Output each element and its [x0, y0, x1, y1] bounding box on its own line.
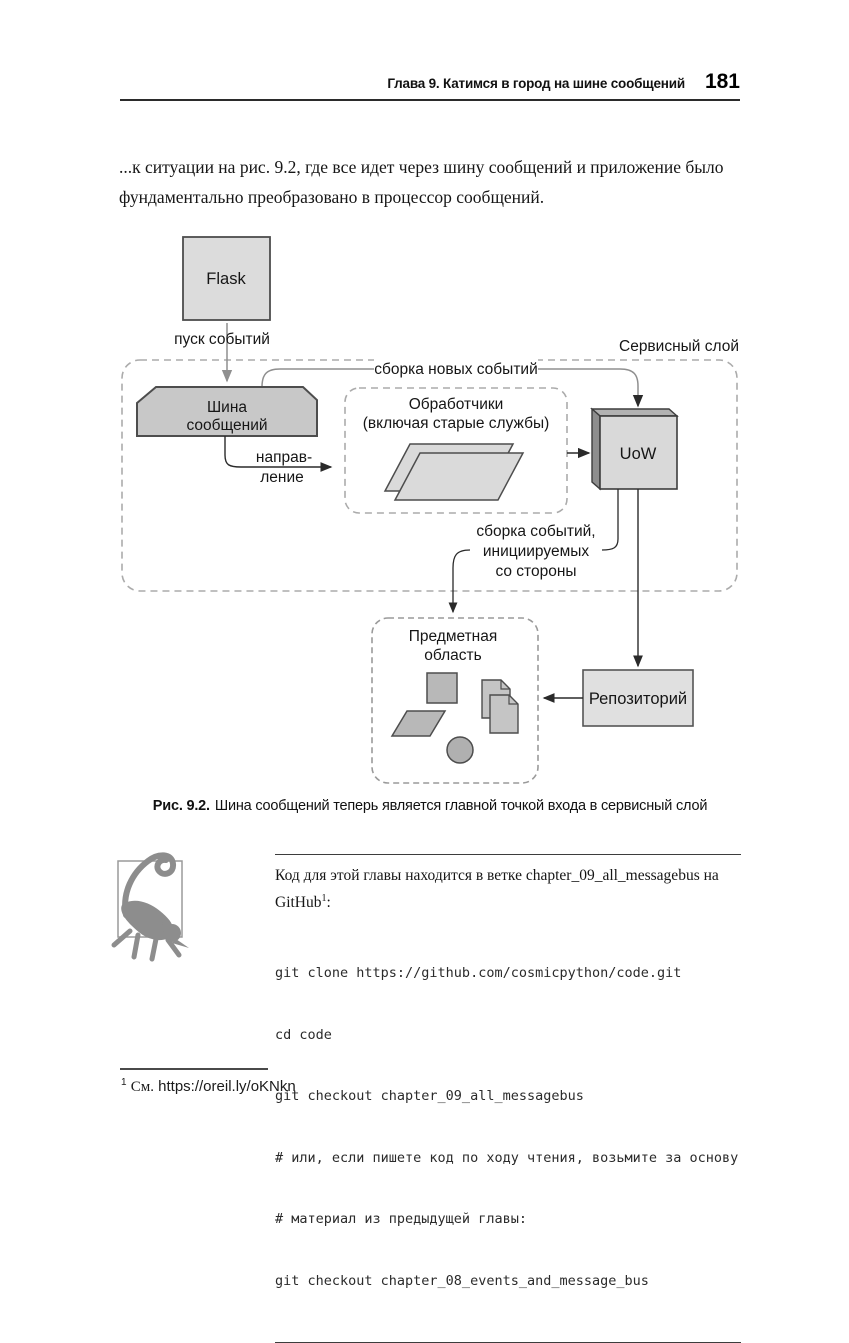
note-block	[275, 854, 741, 1343]
collect-new-events-label: сборка новых событий	[374, 361, 538, 378]
uow-label: UoW	[619, 445, 657, 463]
uow-collect-connector	[602, 489, 618, 550]
figure-caption-label: Рис. 9.2.	[152, 798, 210, 814]
body-paragraph: ...к ситуации на рис. 9.2, где все идет через шину сообщений и приложение было фундаментально преобразовано в процессор сообщений.	[119, 157, 724, 207]
collect-side-events-label-1: сборка событий,	[476, 523, 596, 540]
header-rule	[120, 99, 740, 101]
code-line: git checkout chapter_09_all_messagebus	[275, 1088, 584, 1105]
domain-square-shape	[427, 673, 457, 703]
note-intro	[275, 864, 741, 914]
note-code-block	[275, 922, 741, 1332]
uow-box	[592, 409, 677, 489]
note-animal-icon	[98, 843, 210, 965]
collect-side-events-label-3: со стороны	[495, 563, 577, 580]
page-number: 181	[704, 70, 740, 93]
note-footnote-ref: 1	[321, 893, 327, 904]
handlers-label-1: Обработчики	[408, 396, 504, 413]
domain-circle-shape	[447, 737, 473, 763]
repository-label: Репозиторий	[588, 690, 688, 708]
note-intro-line1: Код для этой главы находится в ветке chapter_09_all_messagebus на	[275, 867, 719, 884]
footnote-rule	[120, 1068, 268, 1070]
domain-parallelogram-shape	[392, 711, 445, 736]
figure-caption-text: Шина сообщений теперь является главной точкой входа в сервисный слой	[214, 798, 708, 814]
figure-diagram	[110, 228, 750, 790]
collect-side-events-label-2: инициируемых	[482, 543, 590, 560]
domain-documents-shape	[482, 680, 518, 733]
message-bus-label-1: Шина	[206, 399, 248, 416]
footnote-url: https://oreil.ly/oKNkn	[158, 1078, 296, 1095]
note-intro-colon: :	[326, 894, 331, 912]
note-intro-line2: GitHub	[275, 894, 322, 912]
footnote-prefix: См.	[130, 1079, 154, 1095]
footnote-marker: 1	[121, 1077, 127, 1088]
dispatch-label-1: направ-	[255, 449, 313, 466]
chapter-title: Глава 9. Катимся в город на шине сообщений	[387, 76, 685, 91]
dispatch-label-2: ление	[260, 469, 304, 486]
code-line: # или, если пишете код по ходу чтения, возьмите за основу	[275, 1149, 739, 1166]
code-line: git clone https://github.com/cosmicpython/code.git	[275, 965, 682, 982]
page-header	[120, 70, 740, 94]
domain-label-1: Предметная	[408, 628, 498, 645]
service-layer-label: Сервисный слой	[619, 338, 739, 355]
code-line: git checkout chapter_08_events_and_message_bus	[275, 1272, 649, 1289]
collect-to-domain-arrow	[453, 550, 470, 612]
handlers-label-2: (включая старые службы)	[362, 415, 550, 432]
footnote	[121, 1077, 296, 1096]
figure-caption	[120, 798, 740, 814]
flask-label: Flask	[206, 270, 246, 288]
message-bus-label-2: сообщений	[186, 417, 268, 434]
domain-label-2: область	[424, 647, 482, 664]
code-line: # материал из предыдущей главы:	[275, 1211, 527, 1228]
code-line: cd code	[275, 1026, 332, 1043]
fire-events-label: пуск событий	[174, 331, 270, 348]
